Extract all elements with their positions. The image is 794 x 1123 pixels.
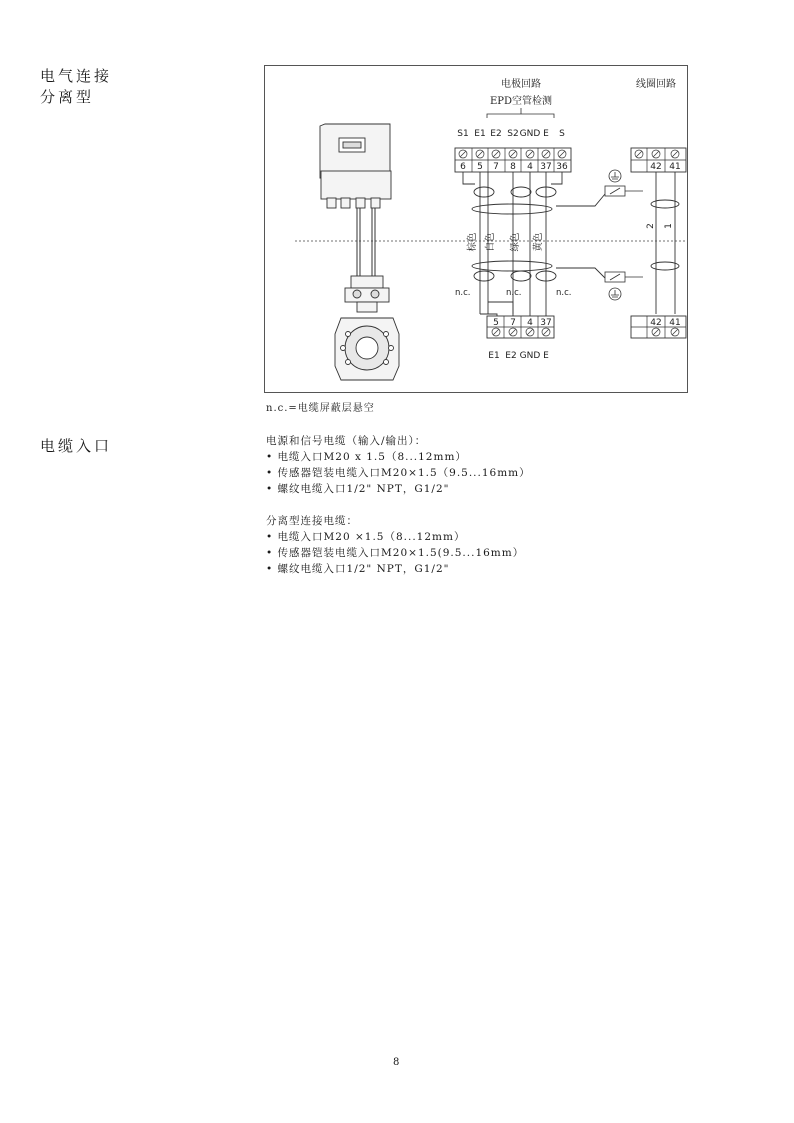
epd-detection-label: EPD空管检测 bbox=[489, 96, 553, 107]
list-item: • 电缆入口M20 ×1.5（8...12mm） bbox=[266, 531, 466, 543]
terminal-label-gnd: GND bbox=[519, 129, 541, 139]
bottom-terminal-block bbox=[487, 316, 554, 338]
nc-label-1: n.c. bbox=[455, 288, 471, 298]
heading-line-electrical: 电气连接 bbox=[40, 67, 113, 85]
bottom-terminal-number-7: 7 bbox=[510, 318, 516, 328]
bottom-terminal-label-e1: E1 bbox=[488, 351, 500, 361]
terminal-label-e2: E2 bbox=[490, 129, 502, 139]
coil-circuit-label: 线圈回路 bbox=[636, 79, 676, 90]
bottom-terminal-number-4: 4 bbox=[527, 318, 533, 328]
transmitter-housing bbox=[320, 124, 391, 208]
bottom-terminal-number-5: 5 bbox=[493, 318, 499, 328]
terminal-label-e1: E1 bbox=[474, 129, 486, 139]
coil-bottom-number-41: 41 bbox=[669, 318, 681, 328]
list-item: • 传感器铠装电缆入口M20×1.5(9.5...16mm） bbox=[266, 547, 525, 559]
power-signal-cable-list bbox=[266, 433, 531, 497]
bottom-terminal-label-e2: E2 bbox=[505, 351, 517, 361]
power-signal-title: 电源和信号电缆（输入/输出）： bbox=[266, 435, 427, 447]
coil-top-number-41: 41 bbox=[669, 162, 681, 172]
electrode-circuit-label: 电极回路 bbox=[501, 79, 541, 90]
figure-caption: n.c.=电缆屏蔽层悬空 bbox=[266, 403, 375, 414]
section-heading-cable-entry bbox=[40, 436, 112, 457]
list-item: • 电缆入口M20 x 1.5（8...12mm） bbox=[266, 451, 467, 463]
terminal-label-s: S bbox=[559, 129, 565, 139]
list-item: • 螺纹电缆入口1/2" NPT，G1/2" bbox=[266, 483, 450, 495]
wire-color-brown: 棕色 bbox=[467, 232, 478, 252]
coil-wires bbox=[651, 172, 679, 314]
heading-cable-entry-text: 电缆入口 bbox=[40, 437, 113, 455]
bottom-terminal-label-e: E bbox=[543, 351, 549, 361]
wire-color-white: 白色 bbox=[485, 232, 496, 252]
section-heading-electrical bbox=[40, 66, 112, 108]
terminal-number-37: 37 bbox=[540, 162, 552, 172]
terminal-number-7: 7 bbox=[493, 162, 499, 172]
terminal-label-e: E bbox=[543, 129, 549, 139]
terminal-label-s1: S1 bbox=[457, 129, 469, 139]
coil-wire-number-2: 2 bbox=[646, 223, 656, 229]
wiring-diagram bbox=[264, 65, 688, 393]
bottom-terminal-number-37: 37 bbox=[540, 318, 552, 328]
coil-top-number-42: 42 bbox=[650, 162, 662, 172]
terminal-label-s2: S2 bbox=[507, 129, 519, 139]
earth-terminals bbox=[605, 170, 643, 300]
terminal-number-4: 4 bbox=[527, 162, 533, 172]
terminal-number-6: 6 bbox=[460, 162, 466, 172]
terminal-number-36: 36 bbox=[556, 162, 568, 172]
terminal-number-5: 5 bbox=[477, 162, 483, 172]
wire-color-yellow: 黄色 bbox=[533, 232, 544, 252]
coil-top-terminal-block bbox=[631, 148, 686, 172]
coil-bottom-number-42: 42 bbox=[650, 318, 662, 328]
remote-cable-title: 分离型连接电缆： bbox=[266, 515, 358, 527]
coil-wire-number-1: 1 bbox=[664, 223, 674, 229]
terminal-number-8: 8 bbox=[510, 162, 516, 172]
heading-line-remote: 分离型 bbox=[40, 88, 95, 106]
sensor bbox=[335, 276, 399, 380]
wiring-diagram-svg bbox=[265, 66, 689, 394]
nc-label-2: n.c. bbox=[506, 288, 522, 298]
nc-label-3: n.c. bbox=[556, 288, 572, 298]
coil-bottom-terminal-block bbox=[631, 316, 686, 338]
wire-color-green: 绿色 bbox=[510, 232, 521, 252]
page-number: 8 bbox=[393, 1057, 400, 1068]
list-item: • 传感器铠装电缆入口M20×1.5（9.5...16mm） bbox=[266, 467, 531, 479]
bottom-terminal-label-gnd: GND bbox=[519, 351, 541, 361]
remote-cable-list bbox=[266, 513, 524, 577]
top-terminal-block bbox=[455, 148, 571, 172]
list-item: • 螺纹电缆入口1/2" NPT，G1/2" bbox=[266, 563, 450, 575]
